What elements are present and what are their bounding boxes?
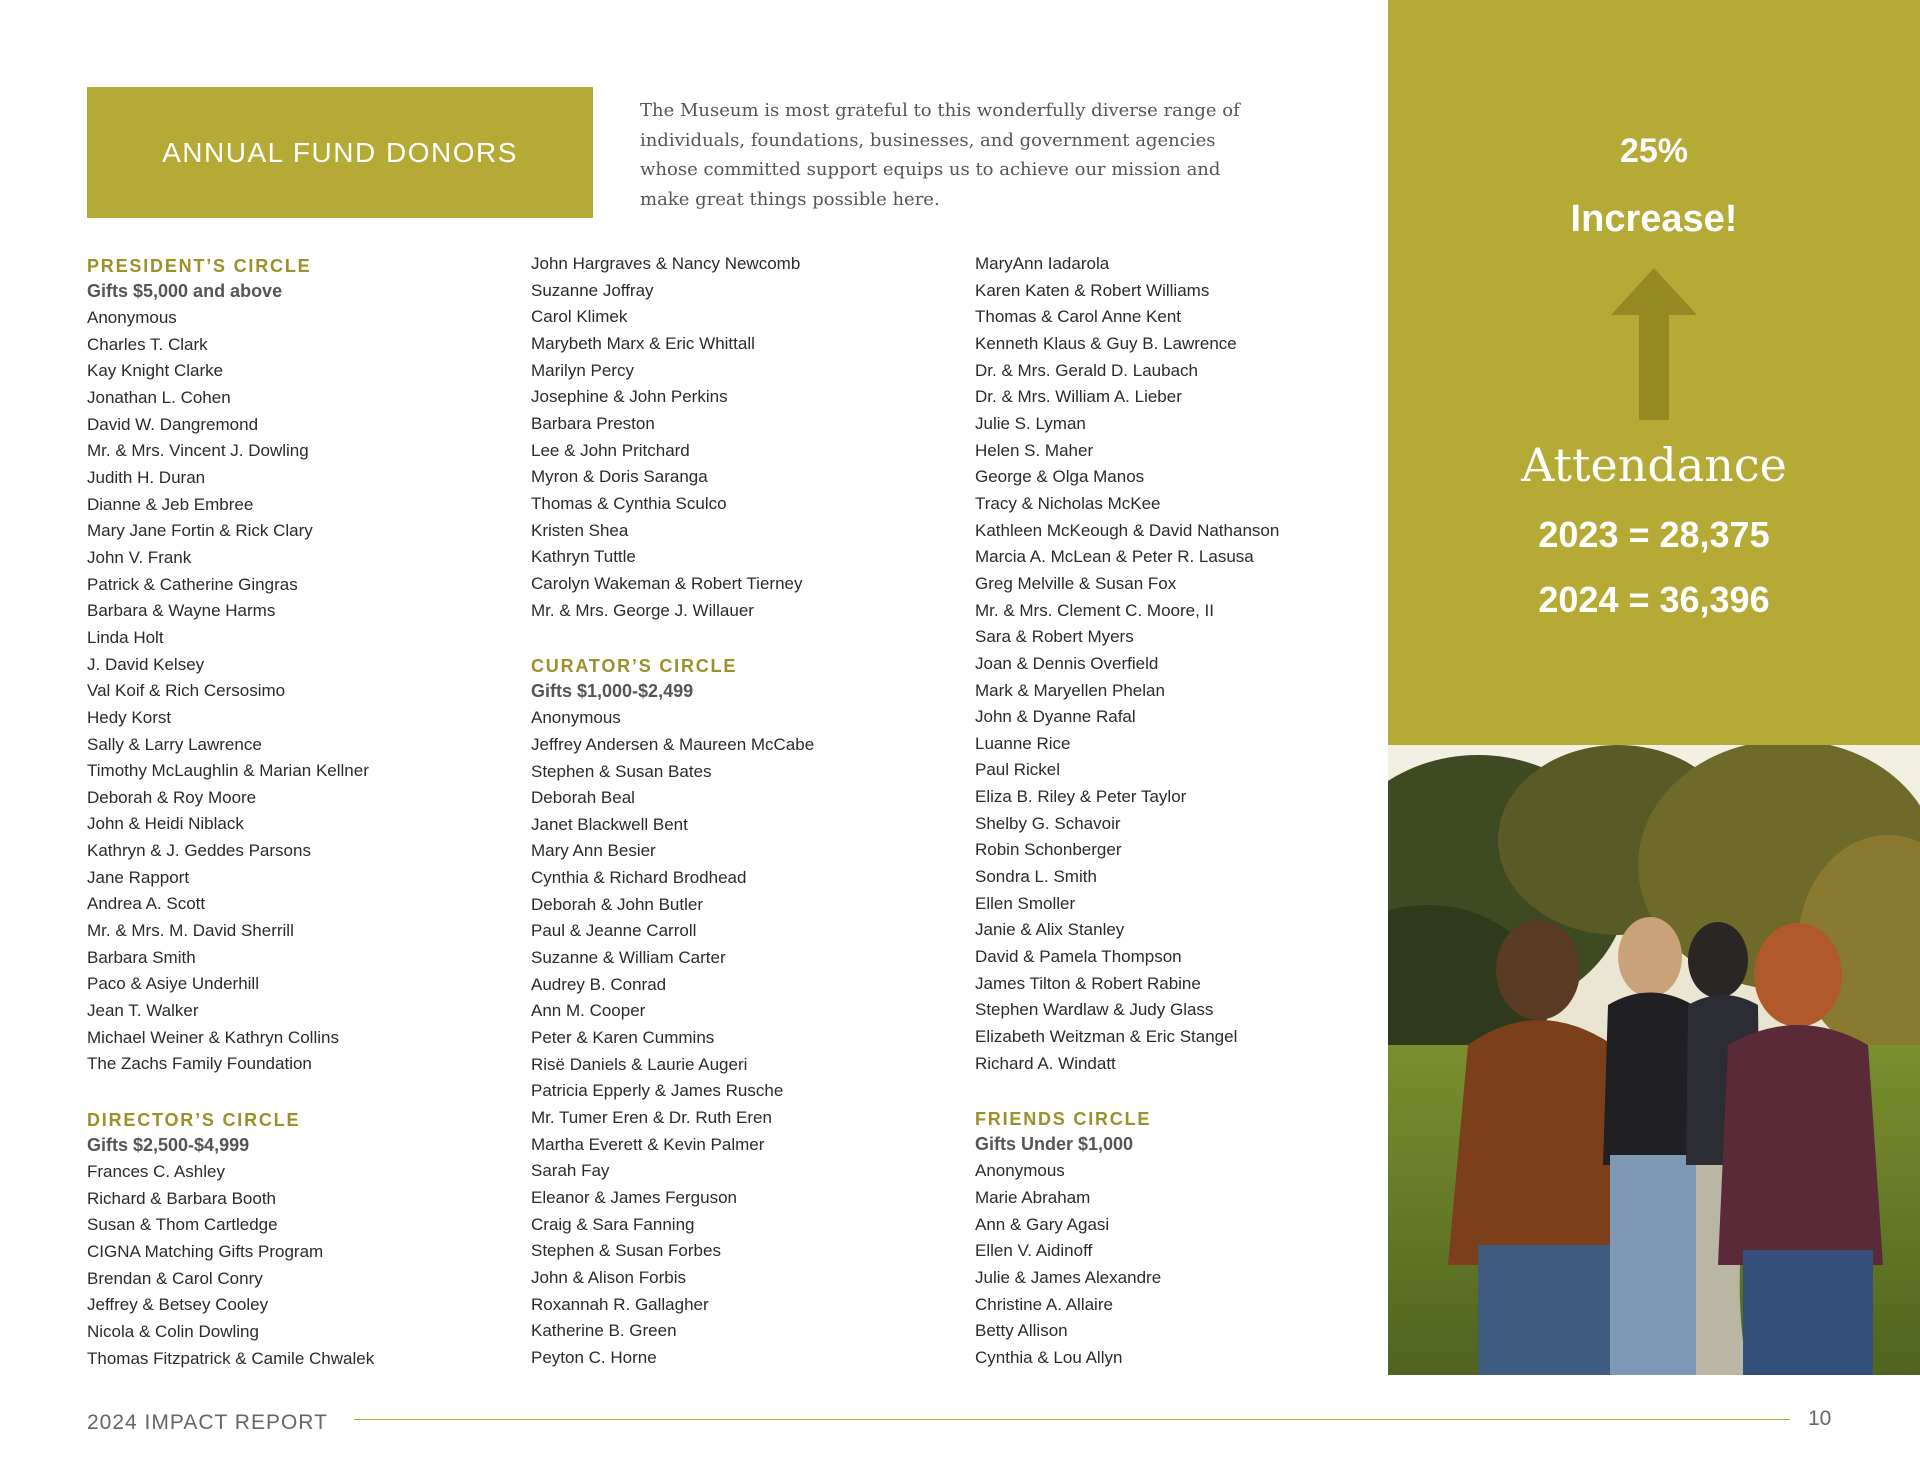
donor-name: Ann & Gary Agasi — [975, 1214, 1110, 1234]
stat-percent: 25% — [1619, 132, 1689, 170]
donor-name: Craig & Sara Fanning — [531, 1214, 695, 1234]
donor-name: Greg Melville & Susan Fox — [975, 573, 1177, 593]
donor-name: Julie S. Lyman — [975, 413, 1086, 433]
donor-name: Sally & Larry Lawrence — [87, 734, 262, 754]
donor-name: Ellen Smoller — [975, 893, 1076, 913]
donor-name: Paul Rickel — [975, 760, 1061, 780]
donor-name: Anonymous — [975, 1161, 1065, 1181]
donor-name: The Zachs Family Foundation — [87, 1054, 312, 1074]
donor-name: Mr. Tumer Eren & Dr. Ruth Eren — [531, 1108, 772, 1128]
curators-circle-list — [531, 705, 951, 1371]
curators-circle-subtitle: Gifts $1,000-$2,499 — [531, 681, 694, 702]
donor-name: Sondra L. Smith — [975, 867, 1097, 887]
donor-name: David W. Dangremond — [87, 414, 259, 434]
donor-column-1 — [87, 254, 507, 1372]
donor-name: James Tilton & Robert Rabine — [975, 973, 1201, 993]
donor-name: Kenneth Klaus & Guy B. Lawrence — [975, 333, 1237, 353]
footer-report-label: 2024 IMPACT REPORT — [87, 1411, 328, 1434]
donor-name: Jonathan L. Cohen — [87, 387, 231, 407]
page-title-box — [87, 87, 593, 218]
donor-name: Christine A. Allaire — [975, 1294, 1113, 1314]
intro-text: The Museum is most grateful to this wonderfully diverse range of individuals, foundations, businesses, and government agencies whose committed support equips us to achieve our mission and make great things possible here. — [640, 100, 1240, 210]
directors-circle-continued-list — [531, 251, 951, 624]
donor-name: Elizabeth Weitzman & Eric Stangel — [975, 1027, 1238, 1047]
donor-name: Jeffrey & Betsey Cooley — [87, 1295, 269, 1315]
donor-name: Mr. & Mrs. M. David Sherrill — [87, 921, 294, 941]
donor-name: Carolyn Wakeman & Robert Tierney — [531, 573, 803, 593]
donor-name: Mark & Maryellen Phelan — [975, 680, 1165, 700]
friends-circle-title: FRIENDS CIRCLE — [975, 1109, 1152, 1130]
donor-name: Richard A. Windatt — [975, 1053, 1116, 1073]
stat-increase-label: Increase! — [1570, 198, 1738, 240]
donor-name: Stephen Wardlaw & Judy Glass — [975, 1000, 1214, 1020]
donor-name: Richard & Barbara Booth — [87, 1188, 276, 1208]
donor-name: Shelby G. Schavoir — [975, 813, 1121, 833]
donor-name: Sarah Fay — [531, 1161, 610, 1181]
donor-name: Paco & Asiye Underhill — [87, 974, 259, 994]
directors-circle-list — [87, 1159, 507, 1372]
donor-name: Peter & Karen Cummins — [531, 1028, 715, 1048]
donor-name: Eliza B. Riley & Peter Taylor — [975, 787, 1187, 807]
donor-name: Susan & Thom Cartledge — [87, 1215, 278, 1235]
donor-name: John Hargraves & Nancy Newcomb — [531, 254, 801, 273]
donor-name: Timothy McLaughlin & Marian Kellner — [87, 761, 369, 781]
friends-circle-list — [975, 1158, 1395, 1371]
donor-name: Jean T. Walker — [87, 1001, 199, 1021]
donor-name: Mr. & Mrs. George J. Willauer — [531, 600, 754, 620]
donor-name: Peyton C. Horne — [531, 1347, 657, 1367]
donor-name: Marybeth Marx & Eric Whittall — [531, 333, 755, 353]
donor-name: CIGNA Matching Gifts Program — [87, 1242, 324, 1261]
donor-column-2 — [531, 251, 951, 1372]
donor-name: J. David Kelsey — [87, 654, 205, 674]
curators-circle-title: CURATOR’S CIRCLE — [531, 656, 738, 677]
donor-name: Suzanne Joffray — [531, 280, 654, 300]
donor-name: Josephine & John Perkins — [531, 387, 728, 407]
footer-divider — [354, 1419, 1790, 1420]
donor-name: Nicola & Colin Dowling — [87, 1321, 259, 1341]
donor-name: Deborah & Roy Moore — [87, 787, 257, 807]
donor-name: Patrick & Catherine Gingras — [87, 574, 298, 594]
donor-name: Barbara Preston — [531, 413, 655, 433]
donor-name: MaryAnn Iadarola — [975, 254, 1110, 273]
donor-name: Dr. & Mrs. Gerald D. Laubach — [975, 360, 1198, 380]
up-arrow-icon — [1611, 268, 1697, 420]
directors-circle-title: DIRECTOR’S CIRCLE — [87, 1110, 301, 1131]
donor-name: Dianne & Jeb Embree — [87, 494, 254, 514]
donor-name: Robin Schonberger — [975, 840, 1122, 860]
donor-name: Kathryn Tuttle — [531, 547, 636, 567]
donor-name: Frances C. Ashley — [87, 1162, 225, 1182]
page-title: ANNUAL FUND DONORS — [162, 136, 518, 168]
curators-circle-continued-list — [975, 251, 1395, 1077]
donor-name: Julie & James Alexandre — [975, 1267, 1162, 1287]
donor-name: Carol Klimek — [531, 307, 628, 327]
donor-name: Marilyn Percy — [531, 360, 634, 380]
presidents-circle-subtitle: Gifts $5,000 and above — [87, 281, 283, 301]
donor-name: Marie Abraham — [975, 1188, 1091, 1207]
donor-name: Roxannah R. Gallagher — [531, 1294, 709, 1314]
donor-name: Thomas & Cynthia Sculco — [531, 493, 727, 513]
donor-name: Thomas & Carol Anne Kent — [975, 307, 1182, 327]
donor-name: Jane Rapport — [87, 867, 190, 887]
donor-name: Eleanor & James Ferguson — [531, 1188, 737, 1207]
donor-name: Tracy & Nicholas McKee — [975, 493, 1161, 513]
donor-name: Patricia Epperly & James Rusche — [531, 1081, 784, 1101]
donor-name: Anonymous — [531, 708, 621, 728]
donor-name: Jeffrey Andersen & Maureen McCabe — [531, 734, 815, 754]
donor-name: Risë Daniels & Laurie Augeri — [531, 1054, 748, 1074]
donor-name: Mary Ann Besier — [531, 841, 656, 861]
donor-name: Janie & Alix Stanley — [975, 920, 1125, 940]
donor-name: David & Pamela Thompson — [975, 947, 1182, 967]
donor-name: Janet Blackwell Bent — [531, 814, 688, 834]
donor-name: Audrey B. Conrad — [531, 974, 667, 994]
donor-name: Barbara Smith — [87, 947, 196, 967]
page-number: 10 — [1808, 1407, 1832, 1430]
donor-name: Stephen & Susan Forbes — [531, 1241, 721, 1261]
donor-name: Anonymous — [87, 308, 177, 327]
donor-name: Cynthia & Lou Allyn — [975, 1347, 1123, 1367]
presidents-circle-list — [87, 305, 507, 1078]
donor-name: Katherine B. Green — [531, 1321, 677, 1341]
attendance-2023: 2023 = 28,375 — [1538, 514, 1770, 555]
donor-name: John & Heidi Niblack — [87, 814, 244, 834]
donor-name: Deborah & John Butler — [531, 894, 703, 914]
donor-name: Ellen V. Aidinoff — [975, 1241, 1093, 1261]
donor-name: Myron & Doris Saranga — [531, 467, 708, 487]
donor-name: Dr. & Mrs. William A. Lieber — [975, 387, 1182, 407]
donor-name: Kathleen McKeough & David Nathanson — [975, 520, 1280, 540]
directors-circle-subtitle: Gifts $2,500-$4,999 — [87, 1135, 250, 1156]
donor-name: Thomas Fitzpatrick & Camile Chwalek — [87, 1348, 375, 1368]
donor-name: Mr. & Mrs. Clement C. Moore, II — [975, 600, 1214, 620]
attendance-stat-panel — [1388, 0, 1920, 745]
donor-name: John & Alison Forbis — [531, 1267, 686, 1287]
visitors-photo — [1388, 745, 1920, 1375]
donor-name: Ann M. Cooper — [531, 1001, 646, 1021]
donor-name: Andrea A. Scott — [87, 894, 206, 914]
donor-name: Marcia A. McLean & Peter R. Lasusa — [975, 547, 1254, 567]
donor-name: John & Dyanne Rafal — [975, 707, 1136, 727]
donor-name: Betty Allison — [975, 1321, 1068, 1341]
donor-name: Kay Knight Clarke — [87, 361, 224, 381]
donor-name: Suzanne & William Carter — [531, 948, 726, 968]
donor-name: Val Koif & Rich Cersosimo — [87, 681, 286, 701]
donor-name: Sara & Robert Myers — [975, 627, 1134, 647]
attendance-label: Attendance — [1521, 438, 1787, 492]
donor-name: Mary Jane Fortin & Rick Clary — [87, 521, 313, 541]
donor-name: Mr. & Mrs. Vincent J. Dowling — [87, 441, 309, 461]
donor-name: Charles T. Clark — [87, 334, 208, 354]
donor-name: Luanne Rice — [975, 733, 1071, 753]
donor-name: Paul & Jeanne Carroll — [531, 921, 697, 941]
donor-name: Linda Holt — [87, 627, 164, 647]
donor-name: John V. Frank — [87, 547, 192, 567]
donor-name: Kristen Shea — [531, 520, 629, 540]
donor-name: Deborah Beal — [531, 788, 635, 808]
donor-name: Lee & John Pritchard — [531, 440, 690, 460]
donor-name: Hedy Korst — [87, 707, 172, 727]
donor-name: George & Olga Manos — [975, 467, 1145, 487]
donor-name: Barbara & Wayne Harms — [87, 601, 276, 621]
friends-circle-subtitle: Gifts Under $1,000 — [975, 1134, 1134, 1155]
donor-column-3 — [975, 251, 1395, 1372]
attendance-2024: 2024 = 36,396 — [1538, 579, 1770, 620]
donor-name: Brendan & Carol Conry — [87, 1268, 263, 1288]
donor-name: Kathryn & J. Geddes Parsons — [87, 841, 311, 861]
donor-name: Cynthia & Richard Brodhead — [531, 868, 747, 888]
donor-name: Helen S. Maher — [975, 440, 1094, 460]
donor-name: Stephen & Susan Bates — [531, 761, 712, 781]
donor-name: Karen Katen & Robert Williams — [975, 280, 1210, 300]
donor-name: Joan & Dennis Overfield — [975, 653, 1159, 673]
presidents-circle-title: PRESIDENT’S CIRCLE — [87, 256, 312, 276]
donor-name: Judith H. Duran — [87, 467, 206, 487]
donor-name: Martha Everett & Kevin Palmer — [531, 1134, 765, 1154]
donor-name: Michael Weiner & Kathryn Collins — [87, 1027, 339, 1047]
